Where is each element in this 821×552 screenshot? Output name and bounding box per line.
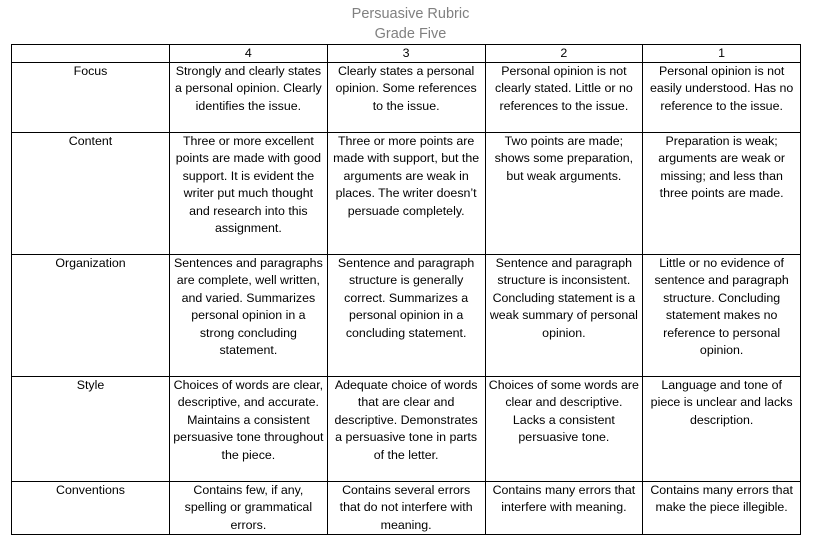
header-cell-score-1: 1 xyxy=(643,45,801,63)
table-cell: Strongly and clearly states a personal opinion. Clearly identifies the issue. xyxy=(170,63,328,133)
criterion-label: Focus xyxy=(12,63,170,133)
table-row-organization xyxy=(12,255,801,377)
table-row-style xyxy=(12,377,801,482)
rubric-title: Persuasive Rubric xyxy=(351,6,470,22)
header-cell-score-4: 4 xyxy=(170,45,328,63)
table-cell: Contains many errors that make the piece illegible. xyxy=(643,482,801,535)
criterion-label: Style xyxy=(12,377,170,482)
table-cell: Adequate choice of words that are clear and descriptive. Demonstrates a persuasive tone in parts of the letter. xyxy=(327,377,485,482)
table-cell: Contains few, if any, spelling or grammatical errors. xyxy=(170,482,328,535)
table-cell: Language and tone of piece is unclear and lacks description. xyxy=(643,377,801,482)
header-cell-criterion xyxy=(12,45,170,63)
table-cell: Contains several errors that do not interfere with meaning. xyxy=(327,482,485,535)
criterion-label: Organization xyxy=(12,255,170,377)
table-cell: Sentence and paragraph structure is inconsistent. Concluding statement is a weak summary of personal opinion. xyxy=(485,255,643,377)
rubric-title-block xyxy=(0,4,821,44)
table-row-content xyxy=(12,133,801,255)
table-cell: Preparation is weak; arguments are weak or missing; and less than three points are made. xyxy=(643,133,801,255)
table-cell: Little or no evidence of sentence and paragraph structure. Concluding statement makes no reference to personal opinion. xyxy=(643,255,801,377)
table-cell: Three or more excellent points are made with good support. It is evident the writer put much thought and research into this assignment. xyxy=(170,133,328,255)
header-cell-score-3: 3 xyxy=(327,45,485,63)
table-cell: Contains many errors that interfere with meaning. xyxy=(485,482,643,535)
table-cell: Sentence and paragraph structure is generally correct. Summarizes a personal opinion in a concluding statement. xyxy=(327,255,485,377)
table-row-focus xyxy=(12,63,801,133)
rubric-subtitle: Grade Five xyxy=(374,26,447,42)
table-cell: Three or more points are made with support, but the arguments are weak in places. The writer doesn’t persuade completely. xyxy=(327,133,485,255)
table-cell: Personal opinion is not easily understood. Has no reference to the issue. xyxy=(643,63,801,133)
table-cell: Sentences and paragraphs are complete, well written, and varied. Summarizes personal opinion in a strong concluding statement. xyxy=(170,255,328,377)
table-cell: Two points are made; shows some preparation, but weak arguments. xyxy=(485,133,643,255)
rubric-table xyxy=(11,44,801,535)
criterion-label: Conventions xyxy=(12,482,170,535)
criterion-label: Content xyxy=(12,133,170,255)
header-row xyxy=(12,45,801,63)
table-row-conventions xyxy=(12,482,801,535)
table-cell: Choices of words are clear, descriptive, and accurate. Maintains a consistent persuasive tone throughout the piece. xyxy=(170,377,328,482)
table-cell: Choices of some words are clear and descriptive. Lacks a consistent persuasive tone. xyxy=(485,377,643,482)
table-cell: Personal opinion is not clearly stated. Little or no references to the issue. xyxy=(485,63,643,133)
header-cell-score-2: 2 xyxy=(485,45,643,63)
table-cell: Clearly states a personal opinion. Some references to the issue. xyxy=(327,63,485,133)
